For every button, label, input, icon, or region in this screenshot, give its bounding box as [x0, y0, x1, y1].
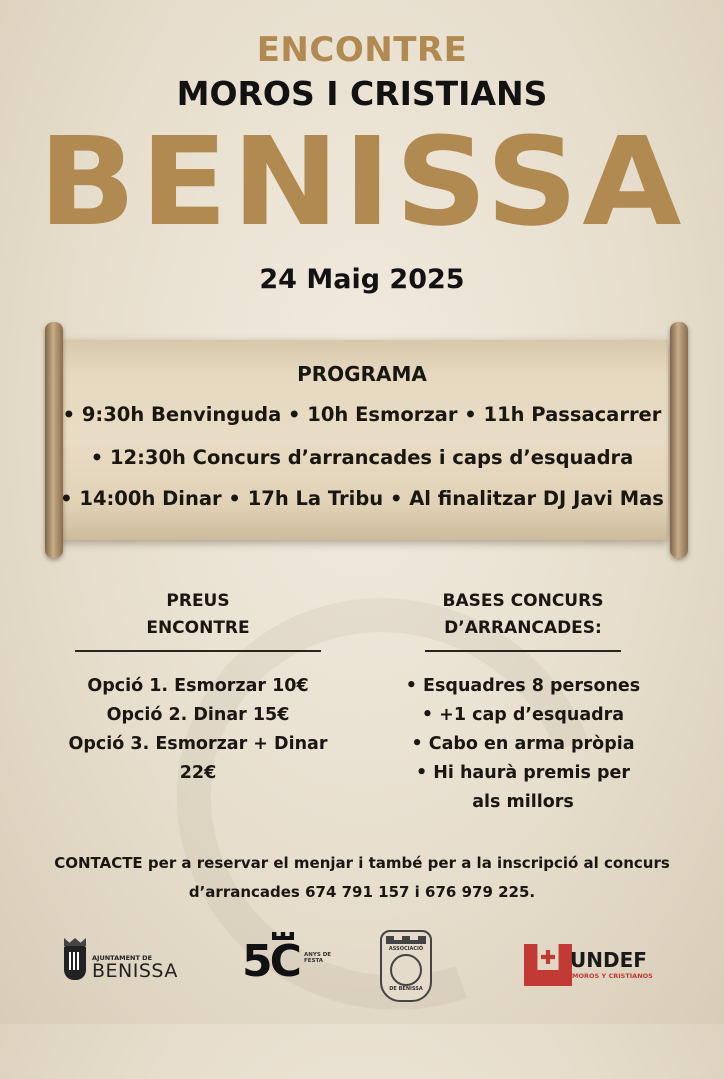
preus-divider: [75, 650, 321, 652]
contact-line: CONTACTE per a reservar el menjar i també per a la inscripció al concurs: [54, 854, 670, 872]
preus-item: Opció 1. Esmorzar 10€: [87, 676, 309, 696]
undef-subtitle: MOROS Y CRISTIANOS: [572, 972, 653, 980]
castle-icon: [386, 936, 426, 944]
programa-line: • 9:30h Benvinguda • 10h Esmorzar • 11h Passacarrer: [62, 403, 662, 426]
undef-mark-icon: [524, 944, 572, 986]
preus-list: [48, 672, 348, 788]
preus-heading: [48, 588, 348, 642]
contact-info: [40, 849, 684, 907]
undef-name: UNDEF: [570, 948, 647, 972]
assoc-town: DE BENISSA: [389, 986, 423, 992]
associacio-logo: [380, 930, 432, 1000]
event-subtitle: MOROS I CRISTIANS: [176, 74, 548, 113]
bases-section: [396, 588, 650, 817]
preus-item: Opció 3. Esmorzar + Dinar 22€: [68, 734, 328, 783]
programa-line: • 12:30h Concurs d’arrancades i caps d’esquadra: [90, 446, 634, 469]
fifty-years-logo: [242, 930, 342, 1000]
undef-logo: [524, 930, 654, 1000]
programa-title: PROGRAMA: [297, 362, 427, 386]
bases-list: [396, 672, 650, 817]
crown-icon: [64, 938, 86, 946]
shield-icon: [64, 946, 86, 980]
preus-heading-line: ENCONTRE: [146, 618, 250, 638]
fifty-caption: ANYS DE FESTA: [304, 952, 332, 964]
bases-heading-line: BASES CONCURS: [442, 591, 604, 611]
bases-item: als millors: [472, 792, 574, 812]
preus-heading-line: PREUS: [166, 591, 230, 611]
cross-icon: [541, 950, 555, 964]
event-label: ENCONTRE: [256, 30, 468, 70]
bases-heading-line: D’ARRANCADES:: [444, 618, 602, 638]
scroll-rod-right: [670, 322, 688, 558]
programa-line: • 14:00h Dinar • 17h La Tribu • Al finalitzar DJ Javi Mas: [60, 487, 664, 510]
bases-item: • Hi haurà premis per: [415, 763, 631, 783]
ajuntament-logo: [60, 930, 190, 1000]
town-title: BENISSA: [38, 111, 686, 253]
bases-divider: [425, 650, 621, 652]
bases-heading: [396, 588, 650, 642]
bases-item: • +1 cap d’esquadra: [421, 705, 625, 725]
ajuntament-label: AJUNTAMENT DE: [92, 954, 153, 962]
preus-item: Opció 2. Dinar 15€: [106, 705, 290, 725]
preus-section: [48, 588, 348, 788]
event-date: 24 Maig 2025: [259, 264, 465, 295]
badge-icon: [380, 930, 432, 1002]
bases-item: • Cabo en arma pròpia: [411, 734, 635, 754]
fifty-mark: 5C: [242, 936, 299, 987]
ajuntament-name: BENISSA: [92, 960, 178, 982]
bases-item: • Esquadres 8 persones: [405, 676, 641, 696]
contact-line: d’arrancades 674 791 157 i 676 979 225.: [188, 883, 536, 901]
crossed-swords-icon: [390, 954, 422, 986]
assoc-label: ASSOCIACIÓ: [388, 946, 424, 952]
scroll-rod-left: [45, 322, 63, 558]
